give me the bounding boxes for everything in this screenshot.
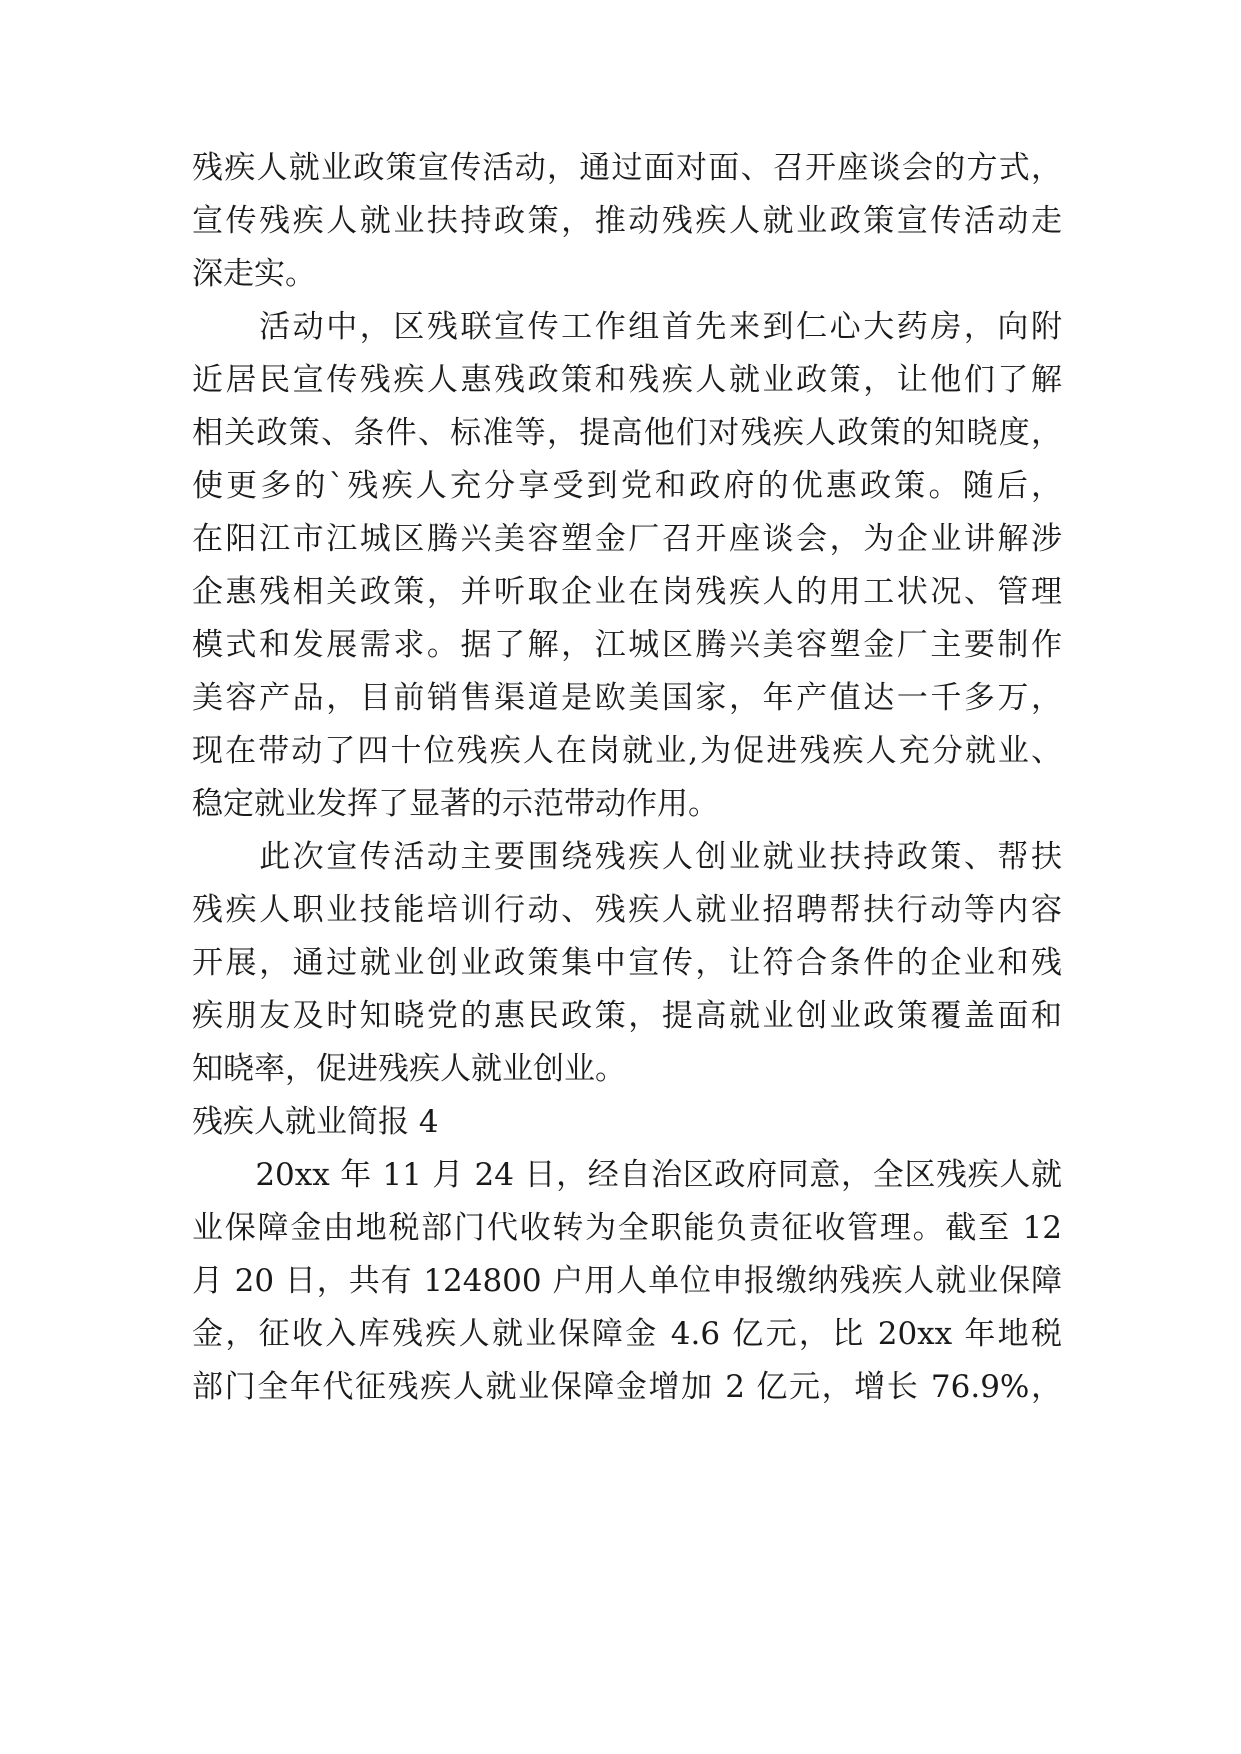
section-heading: 残疾人就业简报 4 <box>192 1104 439 1140</box>
paragraph-line: 在阳江市江城区腾兴美容塑金厂召开座谈会，为企业讲解涉 <box>192 521 1062 557</box>
paragraph-line: 知晓率，促进残疾人就业创业。 <box>192 1051 626 1087</box>
paragraph-line: 模式和发展需求。据了解，江城区腾兴美容塑金厂主要制作 <box>192 627 1062 663</box>
paragraph-line: 业保障金由地税部门代收转为全职能负责征收管理。截至 12 <box>192 1210 1062 1246</box>
paragraph-line: 使更多的`残疾人充分享受到党和政府的优惠政策。随后， <box>192 468 1062 504</box>
paragraph-line: 开展，通过就业创业政策集中宣传，让符合条件的企业和残 <box>192 945 1062 981</box>
paragraph-line: 活动中，区残联宣传工作组首先来到仁心大药房，向附 <box>192 309 1062 345</box>
paragraph-line: 残疾人就业政策宣传活动，通过面对面、召开座谈会的方式， <box>192 150 1062 186</box>
paragraph-line: 企惠残相关政策，并听取企业在岗残疾人的用工状况、管理 <box>192 574 1062 610</box>
paragraph-line: 近居民宣传残疾人惠残政策和残疾人就业政策，让他们了解 <box>192 362 1062 398</box>
paragraph-line: 此次宣传活动主要围绕残疾人创业就业扶持政策、帮扶 <box>192 839 1062 875</box>
paragraph-line: 残疾人职业技能培训行动、残疾人就业招聘帮扶行动等内容 <box>192 892 1062 928</box>
paragraph-line: 金，征收入库残疾人就业保障金 4.6 亿元，比 20xx 年地税 <box>192 1316 1062 1352</box>
paragraph-line: 部门全年代征残疾人就业保障金增加 2 亿元，增长 76.9%， <box>192 1369 1062 1405</box>
paragraph-line: 美容产品，目前销售渠道是欧美国家，年产值达一千多万， <box>192 680 1062 716</box>
paragraph-line: 深走实。 <box>192 256 316 292</box>
paragraph-line: 稳定就业发挥了显著的示范带动作用。 <box>192 786 719 822</box>
paragraph-line: 相关政策、条件、标准等，提高他们对残疾人政策的知晓度， <box>192 415 1062 451</box>
paragraph-line: 疾朋友及时知晓党的惠民政策，提高就业创业政策覆盖面和 <box>192 998 1062 1034</box>
paragraph-line: 宣传残疾人就业扶持政策，推动残疾人就业政策宣传活动走 <box>192 203 1062 239</box>
paragraph-line: 现在带动了四十位残疾人在岗就业,为促进残疾人充分就业、 <box>192 733 1062 769</box>
paragraph-line: 月 20 日，共有 124800 户用人单位申报缴纳残疾人就业保障 <box>192 1263 1062 1299</box>
paragraph-line: 20xx 年 11 月 24 日，经自治区政府同意，全区残疾人就 <box>192 1157 1062 1193</box>
